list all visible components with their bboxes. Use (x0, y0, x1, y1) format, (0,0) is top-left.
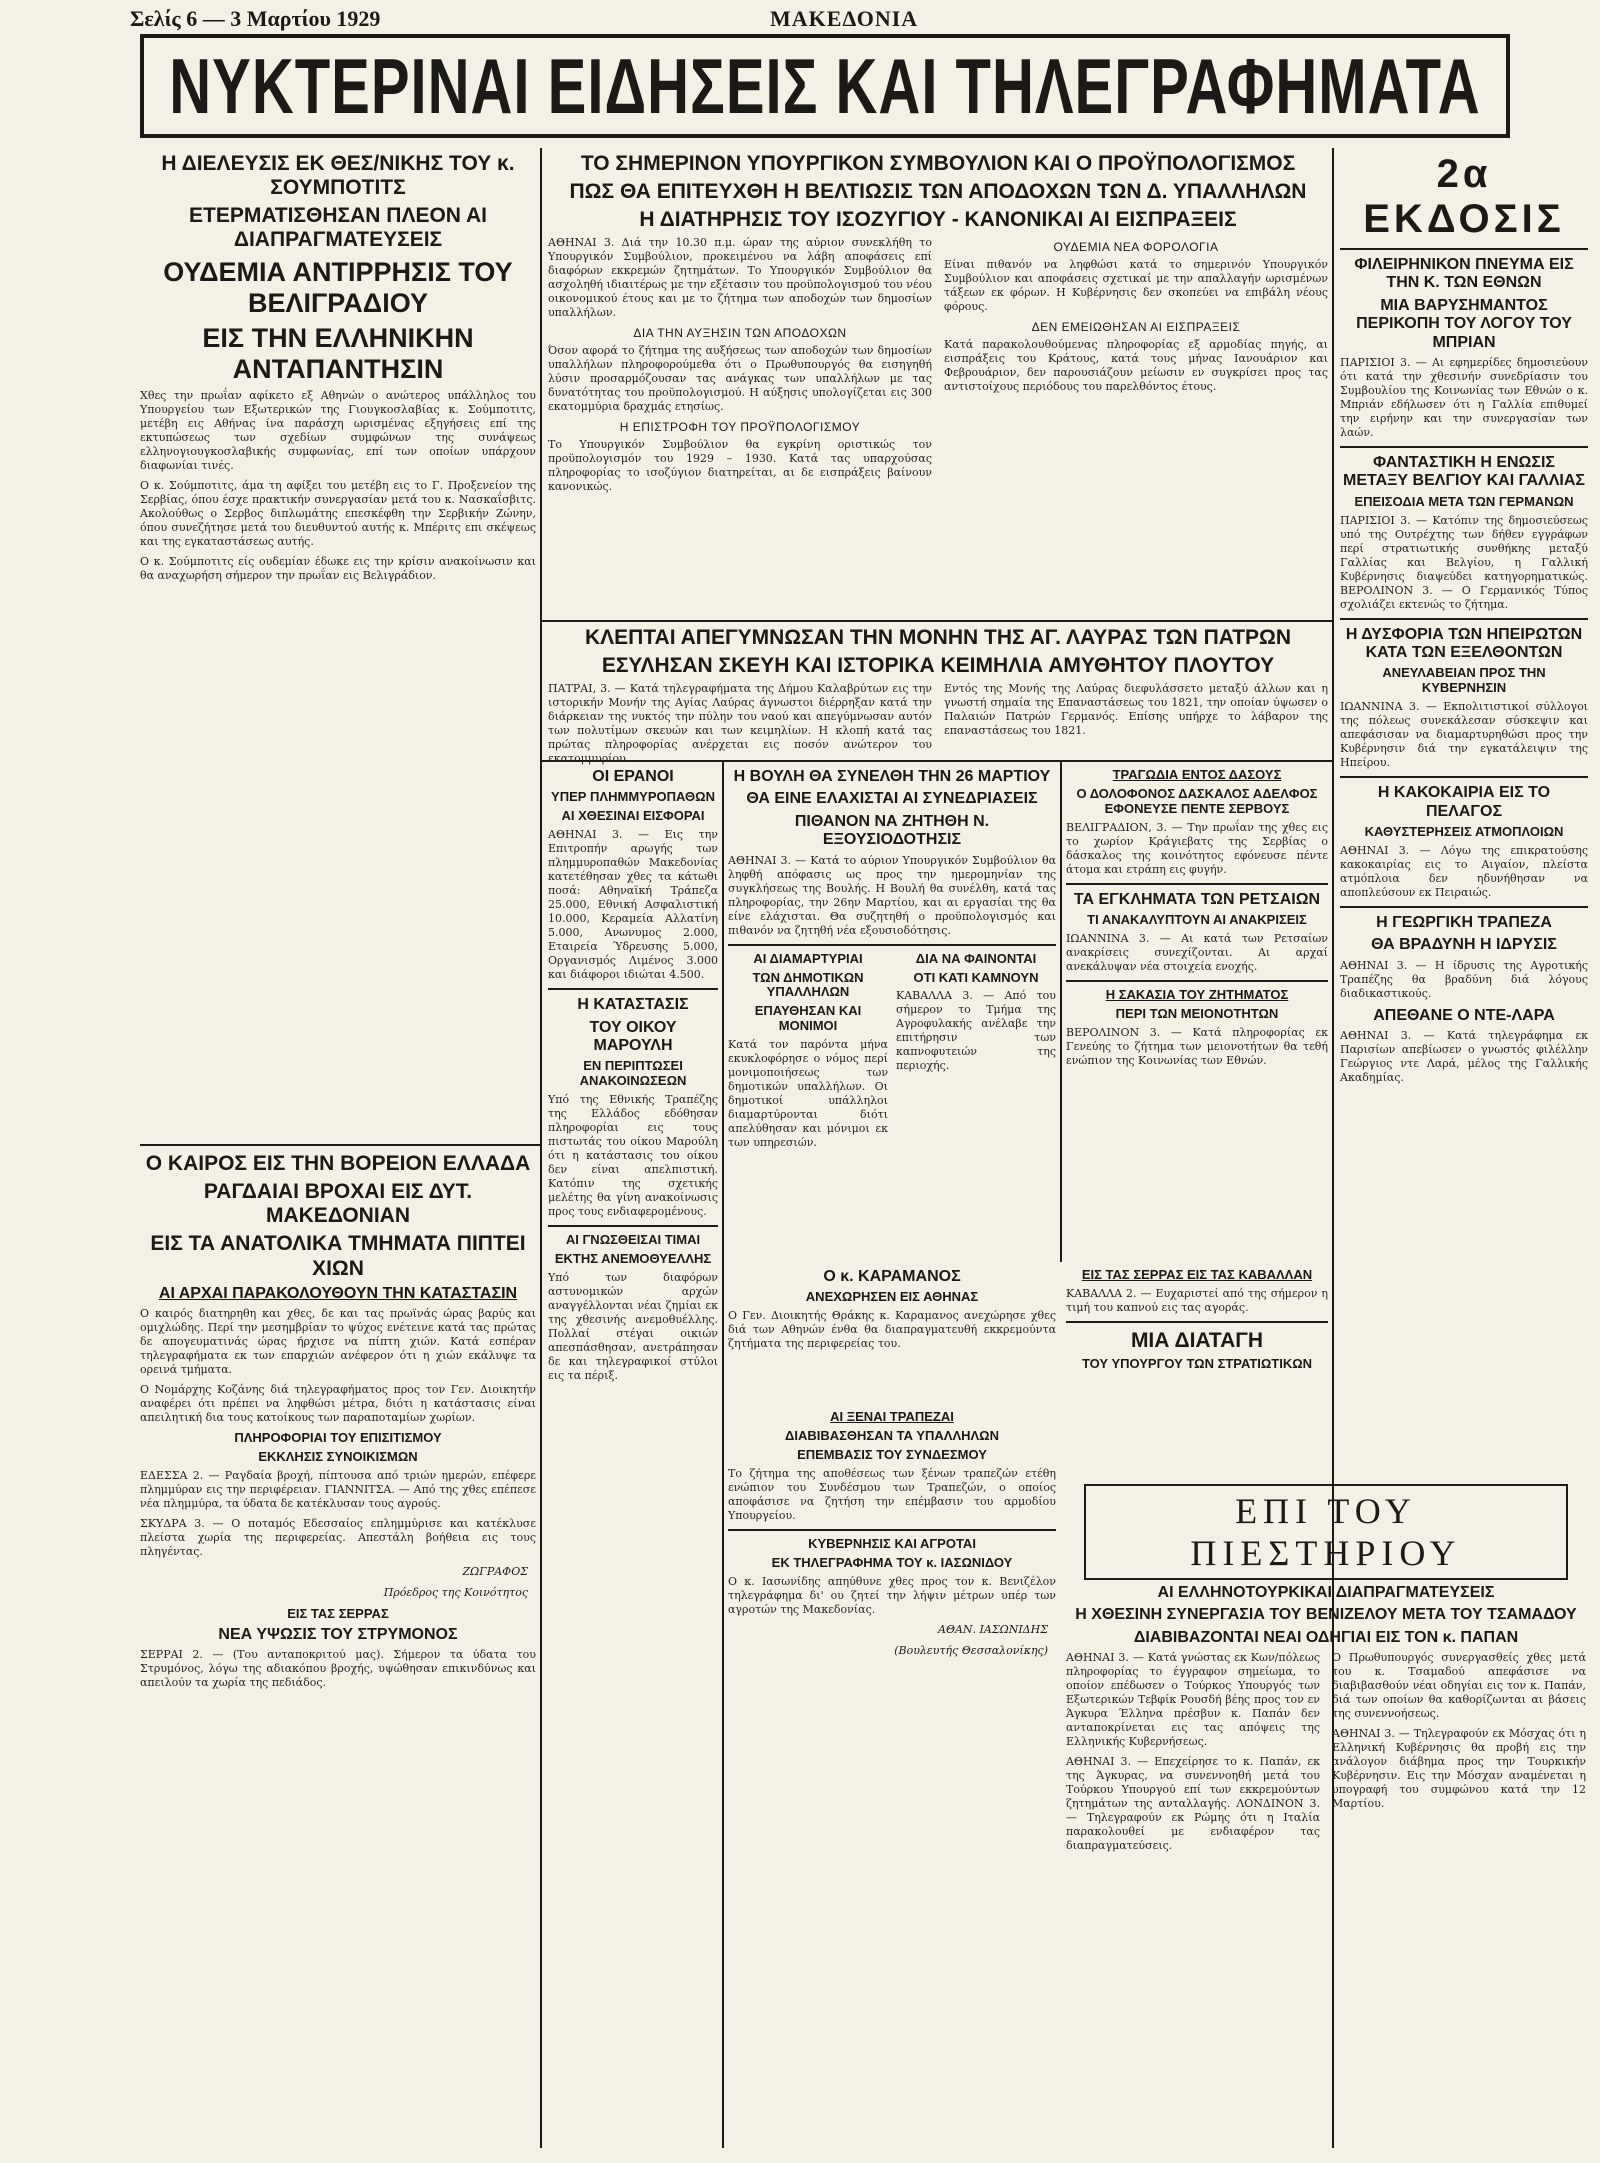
signature: ΑΘΑΝ. ΙΑΣΩΝΙΔΗΣ (938, 1622, 1048, 1636)
article-text: ΚΑΒΑΛΛΑ 2. — Ευχαριστεί από της σήμερον η τιμή του καπνού εις τας αγοράς. (1066, 1286, 1328, 1314)
edition-title: 2α ΕΚΔΟΣΙΣ (1363, 152, 1565, 241)
divider (1340, 446, 1588, 448)
section-rule (542, 620, 1332, 622)
press-columns (1066, 1651, 1586, 1859)
subcol-protests (728, 952, 888, 1157)
headline: ΑΠΕΘΑΝΕ Ο ΝΤΕ-ΛΑΡΑ (1373, 1006, 1555, 1024)
divider (728, 944, 1056, 946)
headline: ΕΙΣ ΤΗΝ ΕΛΛΗΝΙΚΗΝ ΑΝΤΑΠΑΝΤΗΣΙΝ (202, 322, 474, 384)
headline: ΔΙΑΒΙΒΑΖΟΝΤΑΙ ΝΕΑΙ ΟΔΗΓΙΑΙ ΕΙΣ ΤΟΝ κ. ΠΑΠΑΝ (1133, 1628, 1519, 1646)
headline: Ο κ. ΚΑΡΑΜΑΝΟΣ (823, 1268, 961, 1285)
headline: Η ΣΑΚΑΣΙΑ ΤΟΥ ΖΗΤΗΜΑΤΟΣ (1105, 987, 1289, 1003)
date-line: Σελίς 6 — 3 Μαρτίου 1929 (130, 6, 381, 31)
article-text: Εντός της Μονής της Λαύρας διεφυλάσσετο μεταξύ άλλων και η γνωστή σημαία της Επαναστάσεως του 1821, την οποίαν ύψωσεν ο Παλαιών Πατρών Γερμανός. Επίσης υπήρχε το λάβαρον της επαναστάσεως του 1821. (944, 682, 1328, 738)
subheading: ΟΥΔΕΜΙΑ ΝΕΑ ΦΟΡΟΛΟΓΙΑ (1053, 240, 1219, 255)
article-text: ΚΑΒΑΛΛΑ 3. — Από του σήμερον το Τμήμα της Αγροφυλακής ανέλαβε την επιτήρησιν των καπνοφυτειών της περιοχής. (896, 989, 1056, 1073)
headline: ΕΠΕΙΣΟΔΙΑ ΜΕΤΑ ΤΩΝ ΓΕΡΜΑΝΩΝ (1354, 493, 1574, 509)
article-text: ΑΘΗΝΑΙ 3. — Κατά τηλεγράφημα εκ Παρισίων απεβίωσεν ο γνωστός φιλέλλην Γεώργιος ντε Λαρά, μέλος της Γαλλικής Ακαδημίας. (1340, 1029, 1588, 1085)
headline: ΕΚ ΤΗΛΕΓΡΑΦΗΜΑ ΤΟΥ κ. ΙΑΣΩΝΙΔΟΥ (771, 1554, 1013, 1570)
press-col-2 (1332, 1651, 1586, 1859)
divider (1340, 906, 1588, 908)
signature: ΖΩΓΡΑΦΟΣ (462, 1564, 528, 1578)
article-crime (1066, 768, 1328, 1258)
divider (1340, 776, 1588, 778)
headline: ΘΑ ΕΙΝΕ ΕΛΑΧΙΣΤΑΙ ΑΙ ΣΥΝΕΔΡΙΑΣΕΙΣ (746, 790, 1038, 808)
article-theft (548, 626, 1328, 766)
article-text: ΑΘΗΝΑΙ 3. — Η ίδρυσις της Αγροτικής Τραπέζης θα βραδύνη διά λόγους διαδικαστικούς. (1340, 958, 1588, 1000)
headline: ΠΕΡΙ ΤΩΝ ΜΕΙΟΝΟΤΗΤΩΝ (1115, 1006, 1279, 1022)
headline: ΑΙ ΕΛΛΗΝΟΤΟΥΡΚΙΚΑΙ ΔΙΑΠΡΑΓΜΑΤΕΥΣΕΙΣ (1157, 1584, 1495, 1601)
article-text: ΕΔΕΣΣΑ 2. — Ραγδαία βροχή, πίπτουσα από τριών ημερών, επέφερε πλημμύραν εις την περιφέρειαν. ΓΙΑΝΝΙΤΣΑ. — Από της χθες επέπεσε νέα πλημμύρα, τα ύδατα δε κατέκλυσαν τους αγρούς. (140, 1468, 536, 1510)
article-text: Ο Πρωθυπουργός συνεργασθείς χθες μετά του κ. Τσαμαδού απεφάσισε να διαβιβασθούν νέαι οδηγίαι εις τον κ. Παπάν, διά των οποίων θα καθορίζωνται αι βάσεις της συνεννοήσεως. (1332, 1651, 1586, 1721)
headline: ΔΙΑΒΙΒΑΣΘΗΣΑΝ ΤΑ ΥΠΑΛΛΗΛΩΝ (784, 1427, 999, 1443)
headline: Η ΔΙΑΤΗΡΗΣΙΣ ΤΟΥ ΙΣΟΖΥΓΙΟΥ - ΚΑΝΟΝΙΚΑΙ ΑΙ ΕΙΣΠΡΑΞΕΙΣ (639, 208, 1237, 232)
divider (548, 1225, 718, 1227)
article-text: Το ζήτημα της αποθέσεως των ξένων τραπεζών ετέθη ενώπιον του Συνδέσμου των Τραπεζών, ο οποίος αποφάσισε να ζητήση την επέμβασιν του αρμοδίου Υπουργείου. (728, 1466, 1056, 1522)
headline: ΔΙΑ ΝΑ ΦΑΙΝΟΝΤΑΙ (915, 950, 1037, 966)
subheading: ΔΕΝ ΕΜΕΙΩΘΗΣΑΝ ΑΙ ΕΙΣΠΡΑΞΕΙΣ (1031, 320, 1241, 335)
column-rule (540, 148, 542, 2148)
headline: Η ΒΟΥΛΗ ΘΑ ΣΥΝΕΛΘΗ ΤΗΝ 26 ΜΑΡΤΙΟΥ (733, 768, 1051, 785)
headline: ΤΑ ΕΓΚΛΗΜΑΤΑ ΤΩΝ ΡΕΤΣΑΙΩΝ (1073, 890, 1321, 908)
article-soumpotits (140, 152, 536, 1142)
article-text: ΠΑΤΡΑΙ, 3. — Κατά τηλεγραφήματα της Δήμου Καλαβρύτων εις την ιστορικήν Μονήν της Αγίας Λαύρας άγνωστοι διέρρηξαν κατά την διάρκειαν της νυκτός την πύλην του ναού και απεγύμνωσαν αυτόν των πολυτίμων σκευών και των κειμηλίων. Η κλοπή κατά τας πρώτας πληροφορίας ανέρχεται εις ποσόν ανώτερον του εκατομμυρίου. (548, 682, 932, 766)
headline: ΕΚΚΛΗΣΙΣ ΣΥΝΟΙΚΙΣΜΩΝ (258, 1449, 418, 1465)
article-text: Ο κ. Σούμποτιτς, άμα τη αφίξει του μετέβη εις το Γ. Προξενείον της Σερβίας, όπου έσχε πρακτικήν συνεργασίαν μετά του κ. Νασκαΐσβιτς. Ακολούθως ο Σερβος διπλωμάτης επεσκέφθη την Σερβικήν Ζώνην, όπου συνεζήτησε μετά του διευθυντού αυτής κ. Μπέριτς επι σκέψεως και της εγκαταστάσεως αυτής. (140, 478, 536, 548)
headline: ΑΙ ΔΙΑΜΑΡΤΥΡΙΑΙ (753, 950, 863, 966)
headline: ΕΝ ΠΕΡΙΠΤΩΣΕΙ ΑΝΑΚΟΙΝΩΣΕΩΝ (579, 1058, 687, 1089)
headline: Η ΔΙΕΛΕΥΣΙΣ ΕΚ ΘΕΣ/ΝΙΚΗΣ ΤΟΥ κ. ΣΟΥΜΠΟΤΙΤΣ (161, 152, 515, 200)
article-press (1066, 1480, 1586, 2150)
headline: ΑΙ ΑΡΧΑΙ ΠΑΡΑΚΟΛΟΥΘΟΥΝ ΤΗΝ ΚΑΤΑΣΤΑΣΙΝ (158, 1284, 518, 1302)
article-text: Κατά τον παρόντα μήνα εκυκλοφόρησε ο νόμος περί μονιμοποιήσεως των δημοτικών υπαλλήλων. Οι δημοτικοί υπάλληλοι διαμαρτύρονται διότι απελύθησαν και μόνιμοι εκ των υπηρεσιών. (728, 1038, 888, 1150)
article-order (1066, 1268, 1328, 1428)
signature-title: (Βουλευτής Θεσσαλονίκης) (894, 1643, 1048, 1657)
divider (1066, 1321, 1328, 1323)
article-text: Χθες την πρωΐαν αφίκετο εξ Αθηνών ο ανώτερος υπάλληλος του Υπουργείου των Εξωτερικών της Γιουγκοσλαβίας κ. Σούμποτιτς, μετέβη εις Αθήνας ίνα παράσχη ωρισμένας εξηγήσεις επί της εκτυπώσεως των σχεδίων συμφώνων της συνάψεως ελληνογιουγκοσλαβικής συμφωνίας, επί των οποίων υπάρχουν διαφωνίαι τινές. (140, 388, 536, 472)
article-banks (728, 1410, 1056, 2150)
article-text: ΣΚΥΔΡΑ 3. — Ο ποταμός Εδεσσαίος επλημμύρισε και κατέκλυσε πλείστα χωρία της περιφερείας. Απεστάλη βοήθεια εις τους πληγέντας. (140, 1516, 536, 1558)
article-text: ΠΑΡΙΣΙΟΙ 3. — Αι εφημερίδες δημοσιεύουν ότι κατά την χθεσινήν συνεδρίασιν του Συμβουλίου της Κοινωνίας των Εθνών ο κ. Μπριάν εδήλωσεν ότι η Γαλλία επιθυμεί την ειρήνην και την συνεργασίαν των λαών. (1340, 355, 1588, 439)
headline: ΑΙ ΞΕΝΑΙ ΤΡΑΠΕΖΑΙ (830, 1409, 954, 1424)
divider (1066, 980, 1328, 982)
page-header (130, 4, 1510, 34)
article-text: Ο καιρός διατηρηθη και χθες, δε και τας πρωϊνάς ώρας βαρύς και ομιχλώδης. Περί την μεσημβρίαν το ψύχος ενέτεινε κατά τας πρώτας δε απογευματινάς ώρας ήρχισε να πίπτη χιών. Κατά εσπέραν τηλεγραφήματα εκ των επαρχιών ανέφερον ότι η χιών εκάλυψε τα ορεινά τμήματα. (140, 1307, 536, 1377)
paper-name: ΜΑΚΕΔΟΝΙΑ (770, 6, 919, 31)
headline: Η ΧΘΕΣΙΝΗ ΣΥΝΕΡΓΑΣΙΑ ΤΟΥ ΒΕΝΙΖΕΛΟΥ ΜΕΤΑ ΤΟΥ ΤΣΑΜΑΔΟΥ (1075, 1606, 1577, 1624)
press-box: ΕΠΙ ΤΟΥ ΠΙΕΣΤΗΡΙΟΥ (1084, 1484, 1568, 1580)
article-text: ΑΘΗΝΑΙ 3. — Επεχείρησε το κ. Παπάν, εκ της Άγκυρας, να συνεννοηθή μετά του Τούρκου Υπουργού επί των εκκρεμούντων ζητημάτων της ανταλλαγής. ΛΟΝΔΙΝΟΝ 3. — Τηλεγραφούν εκ Ρώμης ότι η Ιταλία παρακολουθεί με ενδιαφέρον τας διαπραγματεύσεις. (1066, 1755, 1320, 1853)
headline: Η ΚΑΚΟΚΑΙΡΙΑ ΕΙΣ ΤΟ ΠΕΛΑΓΟΣ (1377, 784, 1551, 820)
headline: ΚΛΕΠΤΑΙ ΑΠΕΓΥΜΝΩΣΑΝ ΤΗΝ ΜΟΝΗΝ ΤΗΣ ΑΓ. ΛΑΥΡΑΣ ΤΩΝ ΠΑΤΡΩΝ (584, 626, 1292, 649)
divider (1340, 618, 1588, 620)
headline: ΑΙ ΓΝΩΣΘΕΙΣΑΙ ΤΙΜΑΙ (565, 1232, 701, 1248)
headline: Η ΚΑΤΑΣΤΑΣΙΣ (577, 996, 689, 1014)
headline: ΕΚΤΗΣ ΑΝΕΜΟΘΥΕΛΛΗΣ (554, 1251, 712, 1267)
headline: ΤΡΑΓΩΔΙΑ ΕΝΤΟΣ ΔΑΣΟΥΣ (1112, 767, 1282, 782)
article-text: Ο κ. Ιασωνίδης απηύθυνε χθες προς τον κ. Βενιζέλον τηλεγράφημα δι' ου ζητεί την λήψιν μέτρων υπέρ των αγροτών της Μακεδονίας. (728, 1574, 1056, 1616)
headline: ΜΙΑ ΔΙΑΤΑΓΗ (1130, 1328, 1264, 1352)
headline: Ο ΔΟΛΟΦΟΝΟΣ ΔΑΣΚΑΛΟΣ ΑΔΕΛΦΟΣ ΕΦΟΝΕΥΣΕ ΠΕΝΤΕ ΣΕΡΒΟΥΣ (1076, 785, 1318, 816)
article-weather (140, 1152, 536, 2152)
headline: ΤΙ ΑΝΑΚΑΛΥΠΤΟΥΝ ΑΙ ΑΝΑΚΡΙΣΕΙΣ (1087, 912, 1307, 928)
headline: ΚΑΘΥΣΤΕΡΗΣΕΙΣ ΑΤΜΟΠΛΟΙΩΝ (1364, 824, 1564, 840)
divider (1340, 248, 1588, 250)
article-text: ΙΩΑΝΝΙΝΑ 3. — Εκπολιτιστικοί σύλλογοι της πόλεως συνεκάλεσαν σύσκεψιν και απεφάσισαν να διαμαρτυρηθώσι προς την Κυβέρνησιν διά την εγκατάλειψιν της Ηπείρου. (1340, 700, 1588, 770)
article-text: Ο Νομάρχης Κοζάνης διά τηλεγραφήματος προς τον Γεν. Διοικητήν αναφέρει ότι πρέπει να ληφθώσι μέτρα, διότι η κατάστασις είναι απειλητική δια τους κατοίκους των παραποταμίων χωρίων. (140, 1383, 536, 1425)
headline: Η ΔΥΣΦΟΡΙΑ ΤΩΝ ΗΠΕΙΡΩΤΩΝ ΚΑΤΑ ΤΩΝ ΕΞΕΛΘΟΝΤΩΝ (1345, 625, 1583, 662)
headline: ΜΙΑ ΒΑΡΥΣΗΜΑΝΤΟΣ ΠΕΡΙΚΟΠΗ ΤΟΥ ΛΟΓΟΥ ΤΟΥ ΜΠΡΙΑΝ (1356, 296, 1572, 351)
budget-col-1 (548, 236, 932, 500)
article-parliament (728, 768, 1056, 1258)
headline: ΦΑΝΤΑΣΤΙΚΗ Η ΕΝΩΣΙΣ ΜΕΤΑΞΥ ΒΕΛΓΙΟΥ ΚΑΙ ΓΑΛΛΙΑΣ (1342, 453, 1585, 490)
headline: ΕΣΥΛΗΣΑΝ ΣΚΕΥΗ ΚΑΙ ΙΣΤΟΡΙΚΑ ΚΕΙΜΗΛΙΑ ΑΜΥΘΗΤΟΥ ΠΛΟΥΤΟΥ (601, 654, 1275, 678)
article-text: ΑΘΗΝΑΙ 3. — Εις την Επιτροπήν αρωγής των πλημμυροπαθών Μακεδονίας κατετέθησαν χθες τα κάτωθι ποσά: Αθηναϊκή Τράπεζα 25.000, Εθνική Ασφαλιστική 10.000, Κεραμεία Αλλατίνη 5.000, Ανωνυμος 2.000, Εταιρεία Ύδρευσης 5.000, Οργανισμός Λιμένος 3.000 και διάφοροι ιδιώται 4.500. (548, 828, 718, 982)
theft-columns (548, 682, 1328, 772)
signature-title: Πρόεδρος της Κοινότητος (383, 1585, 528, 1599)
article-text: ΒΕΡΟΛΙΝΟΝ 3. — Κατά πληροφορίας εκ Γενεύης το ζήτημα των μειονοτήτων θα τεθή ενώπιον της Κοινωνίας των Εθνών. (1066, 1026, 1328, 1068)
parliament-subcolumns (728, 952, 1056, 1157)
headline: ΡΑΓΔΑΙΑΙ ΒΡΟΧΑΙ ΕΙΣ ΔΥΤ. ΜΑΚΕΔΟΝΙΑΝ (203, 1180, 473, 1228)
headline: ΟΥΔΕΜΙΑ ΑΝΤΙΡΡΗΣΙΣ ΤΟΥ ΒΕΛΙΓΡΑΔΙΟΥ (163, 256, 513, 318)
article-text: Είναι πιθανόν να ληφθώσι κατά το σημερινόν Υπουργικόν Συμβούλιον και αποφάσεις σχετικαί με την απαλλαγήν ωρισμένων τάξεων εκ φόρων. Η Κυβέρνησις δεν σκοπεύει να επιβάλη νέους φόρους. (944, 258, 1328, 314)
headline: ΚΥΒΕΡΝΗΣΙΣ ΚΑΙ ΑΓΡΟΤΑΙ (808, 1535, 976, 1551)
headline: ΕΠΕΜΒΑΣΙΣ ΤΟΥ ΣΥΝΔΕΣΜΟΥ (797, 1446, 987, 1462)
column-rule (1060, 762, 1062, 1262)
article-text: ΑΘΗΝΑΙ 3. Διά την 10.30 π.μ. ώραν της αύριον συνεκλήθη το Υπουργικόν Συμβούλιον, προκειμένου να λάβη αποφάσεις επί διαφόρων εκκρεμών ζητημάτων. Το Υπουργικόν Συμβούλιον θα ασχοληθή ιδιαιτέρως με την εξέτασιν του προϋπολογισμού του νέου οικονομικού έτους και με το ζήτημα των αποδοχών των δημοσίων υπαλλήλων. (548, 236, 932, 320)
headline: ΝΕΑ ΥΨΩΣΙΣ ΤΟΥ ΣΤΡΥΜΟΝΟΣ (218, 1625, 458, 1643)
article-text: ΑΘΗΝΑΙ 3. — Κατά το αύριον Υπουργικόν Συμβούλιον θα ληφθή απόφασις ως προς την ημερομηνίαν της συγκλήσεως της Βουλής. Η Βουλή θα συνέλθη, κατά τας πληροφορίας, την 26ην Μαρτίου, και αι εργασίαι της θα είνε ελάχισται. Θα συζητηθή ο προϋπολογισμός και πιθανόν να ζητηθή νέα εξουσιοδότησις. (728, 853, 1056, 937)
article-text: ΑΘΗΝΑΙ 3. — Λόγω της επικρατούσης κακοκαιρίας εις το Αιγαίον, πλείστα ατμόπλοια δεν ηδυνήθησαν να αποπλεύσουν εκ Πειραιώς. (1340, 844, 1588, 900)
headline: ΦΙΛΕΙΡΗΝΙΚΟΝ ΠΝΕΥΜΑ ΕΙΣ ΤΗΝ Κ. ΤΩΝ ΕΘΝΩΝ (1354, 256, 1574, 292)
headline: Η ΓΕΩΡΓΙΚΗ ΤΡΑΠΕΖΑ (1376, 914, 1552, 932)
headline: ΤΟ ΣΗΜΕΡΙΝΟΝ ΥΠΟΥΡΓΙΚΟΝ ΣΥΜΒΟΥΛΙΟΝ ΚΑΙ Ο ΠΡΟΫΠΟΛΟΓΙΣΜΟΣ (580, 152, 1296, 175)
article-text: Υπό των διαφόρων αστυνομικών αρχών αναγγέλλονται νέαι ζημίαι εκ της χθεσινής ανεμοθυέλλης. Πολλαί στέγαι οικιών απεσπάσθησαν, ανετράπησαν δε και τηλεγραφικοί στύλοι εις τα πέριξ. (548, 1271, 718, 1383)
headline: ΑΝΕΥΛΑΒΕΙΑΝ ΠΡΟΣ ΤΗΝ ΚΥΒΕΡΝΗΣΙΝ (1382, 665, 1546, 696)
article-text: Κατά παρακολουθούμενας πληροφορίας εξ αρμοδίας πηγής, αι εισπράξεις του Κράτους, κατά τους μήνας Ιανουάριον και Φεβρουάριον, δεν παρουσιάζουν μείωσιν εν συγκρίσει προς τας αντιστοίχους περιόδους του παρελθόντος έτους. (944, 338, 1328, 394)
article-second-edition (1340, 152, 1588, 1472)
headline: ΕΙΣ ΤΑΣ ΣΕΡΡΑΣ (287, 1605, 389, 1621)
divider (728, 1529, 1056, 1531)
budget-col-2 (944, 236, 1328, 500)
article-text: ΒΕΛΙΓΡΑΔΙΟΝ, 3. — Την πρωΐαν της χθες εις το χωρίον Κράγιεβατς της Σερβίας ο δάσκαλος της κοινότητος εφόνευσε πέντε άτομα και ετράπη εις φυγήν. (1066, 820, 1328, 876)
headline: ΠΙΘΑΝΟΝ ΝΑ ΖΗΤΗΘΗ Ν. ΕΞΟΥΣΙΟΔΟΤΗΣΙΣ (794, 812, 990, 849)
subheading: ΔΙΑ ΤΗΝ ΑΥΞΗΣΙΝ ΤΩΝ ΑΠΟΔΟΧΩΝ (633, 326, 847, 341)
headline: ΤΩΝ ΔΗΜΟΤΙΚΩΝ ΥΠΑΛΛΗΛΩΝ (752, 969, 864, 1000)
article-budget (548, 152, 1328, 616)
headline: Ο ΚΑΙΡΟΣ ΕΙΣ ΤΗΝ ΒΟΡΕΙΟΝ ΕΛΛΑΔΑ (145, 1152, 531, 1175)
press-col-1 (1066, 1651, 1320, 1859)
banner (140, 34, 1510, 138)
karamanos-block (728, 1268, 1056, 1351)
headline: ΤΟΥ ΥΠΟΥΡΓΟΥ ΤΩΝ ΣΤΡΑΤΙΩΤΙΚΩΝ (1081, 1356, 1313, 1372)
headline: ΤΟΥ ΟΙΚΟΥ ΜΑΡΟΥΛΗ (589, 1018, 677, 1055)
headline: ΟΙ ΕΡΑΝΟΙ (592, 768, 674, 785)
article-text: Ο κ. Σούμποτιτς είς ουδεμίαν έδωκε εις την κρίσιν ανακοίνωσιν και θα αναχωρήση σήμερον την πρωΐαν εις Βελιγράδιον. (140, 554, 536, 582)
article-text: ΠΑΡΙΣΙΟΙ 3. — Κατόπιν της δημοσιεύσεως υπό της Ουτρέχτης των δήθεν εγγράφων περί στρατιωτικής συνθήκης μεταξύ Γαλλίας και Βελγίου, η Γαλλική Κυβέρνησις διαψεύδει κατηγορηματικώς. ΒΕΡΟΛΙΝΟΝ 3. — Ο Γερμανικός Τύπος σχολιάζει εκτενώς το ζήτημα. (1340, 513, 1588, 611)
article-text: Ο Γεν. Διοικητής Θράκης κ. Καραμανος ανεχώρησε χθες διά των Αθηνών ένθα θα διαπραγματευθή εκκρεμούντα ζητήματα της περιφερείας του. (728, 1309, 1056, 1351)
column-rule (722, 762, 724, 2148)
article-fundraising (548, 768, 718, 2148)
headline: ΠΛΗΡΟΦΟΡΙΑΙ ΤΟΥ ΕΠΙΣΙΤΙΣΜΟΥ (234, 1430, 442, 1446)
headline: ΥΠΕΡ ΠΛΗΜΜΥΡΟΠΑΘΩΝ (551, 789, 715, 805)
headline: ΑΙ ΧΘΕΣΙΝΑΙ ΕΙΣΦΟΡΑΙ (561, 808, 705, 824)
article-text: Υπό της Εθνικής Τραπέζης της Ελλάδος εδόθησαν πληροφορίαι εις τους πιστωτάς του οίκου Μαρούλη ότι η κατάστασις του οίκου δεν είναι απελπιστική. Κατόπιν της σχετικής μελέτης θα γίνη ανακοίνωσις προς τους ενδιαφερομένους. (548, 1093, 718, 1219)
headline: ΕΠΑΥΘΗΣΑΝ ΚΑΙ ΜΟΝΙΜΟΙ (754, 1003, 862, 1034)
article-text: ΑΘΗΝΑΙ 3. — Τηλεγραφούν εκ Μόσχας ότι η Ελληνική Κυβέρνησις θα προβή εις την ανάλογον διάβημα προς την Τουρκικήν Κυβέρνησιν. Εις την Μόσχαν αναμένεται η υπογραφή του συμφώνου κατά την 12 Μαρτίου. (1332, 1727, 1586, 1811)
section-rule (140, 1144, 540, 1146)
subcol-appear (896, 952, 1056, 1157)
headline: ΑΝΕΧΩΡΗΣΕΝ ΕΙΣ ΑΘΗΝΑΣ (805, 1289, 979, 1305)
headline: ΠΩΣ ΘΑ ΕΠΙΤΕΥΧΘΗ Η ΒΕΛΤΙΩΣΙΣ ΤΩΝ ΑΠΟΔΟΧΩΝ ΤΩΝ Δ. ΥΠΑΛΛΗΛΩΝ (569, 180, 1307, 204)
article-text: ΑΘΗΝΑΙ 3. — Κατά γνώστας εκ Κων/πόλεως πληροφορίας το έγγραφον σημείωμα, το οποίον επέδωσεν ο Τούρκος Υπουργός των Εξωτερικών Τεβφίκ Ρουσδή βέης προς τον εν Άγκυρα Έλληνα πρέσβυν κ. Παπάν δεν ανταποκρίνεται εις τας απόψεις της Ελληνικής Κυβερνήσεως. (1066, 1651, 1320, 1749)
divider (1066, 883, 1328, 885)
headline: ΟΤΙ ΚΑΤΙ ΚΑΜΝΟΥΝ (913, 969, 1039, 985)
article-text: ΙΩΑΝΝΙΝΑ 3. — Αι κατά των Ρετσαίων ανακρίσεις συνεχίζονται. Αι αρχαί ανεκάλυψαν νέα στοιχεία ενοχής. (1066, 932, 1328, 974)
headline: ΘΑ ΒΡΑΔΥΝΗ Η ΙΔΡΥΣΙΣ (1371, 936, 1557, 954)
headline: ΕΤΕΡΜΑΤΙΣΘΗΣΑΝ ΠΛΕΟΝ ΑΙ ΔΙΑΠΡΑΓΜΑΤΕΥΣΕΙΣ (188, 204, 488, 252)
divider (548, 988, 718, 990)
budget-columns (548, 236, 1328, 500)
headline: ΕΙΣ ΤΑΣ ΣΕΡΡΑΣ ΕΙΣ ΤΑΣ ΚΑΒΑΛΛΑΝ (1081, 1267, 1313, 1282)
subheading: Η ΕΠΙΣΤΡΟΦΗ ΤΟΥ ΠΡΟΫΠΟΛΟΓΙΣΜΟΥ (619, 420, 861, 435)
banner-title: ΝΥΚΤΕΡΙΝΑΙ ΕΙΔΗΣΕΙΣ ΚΑΙ ΤΗΛΕΓΡΑΦΗΜΑΤΑ (169, 42, 1481, 130)
headline: ΕΙΣ ΤΑ ΑΝΑΤΟΛΙΚΑ ΤΜΗΜΑΤΑ ΠΙΠΤΕΙ ΧΙΩΝ (150, 1232, 526, 1280)
article-text: ΣΕΡΡΑΙ 2. — (Του ανταποκριτού μας). Σήμερον τα ύδατα του Στρυμόνος, λόγω της αδιακόπου βροχής, υψώθησαν επικινδύνως και απειλούν τα χωρία της πεδιάδος. (140, 1648, 536, 1690)
article-text: Όσον αφορά το ζήτημα της αυξήσεως των αποδοχών των δημοσίων υπαλλήλων πληροφορούμεθα ότι ο Πρωθυπουργός θα εισηγηθή λύσιν προσαρμόζουσαν τας ανάγκας των υπαλλήλων με τας δυνατότητας του προϋπολογισμού. Η αύξησις υπολογίζεται εις 300 εκατομμύρια δραχμάς ετησίως. (548, 344, 932, 414)
article-text: Το Υπουργικόν Συμβούλιον θα εγκρίνη οριστικώς τον προϋπολογισμόν του 1929 – 1930. Κατά τας υπαρχούσας πληροφορίας το ισοζύγιον διατηρείται, αι δε εισπράξεις βαίνουν κανονικώς. (548, 438, 932, 494)
